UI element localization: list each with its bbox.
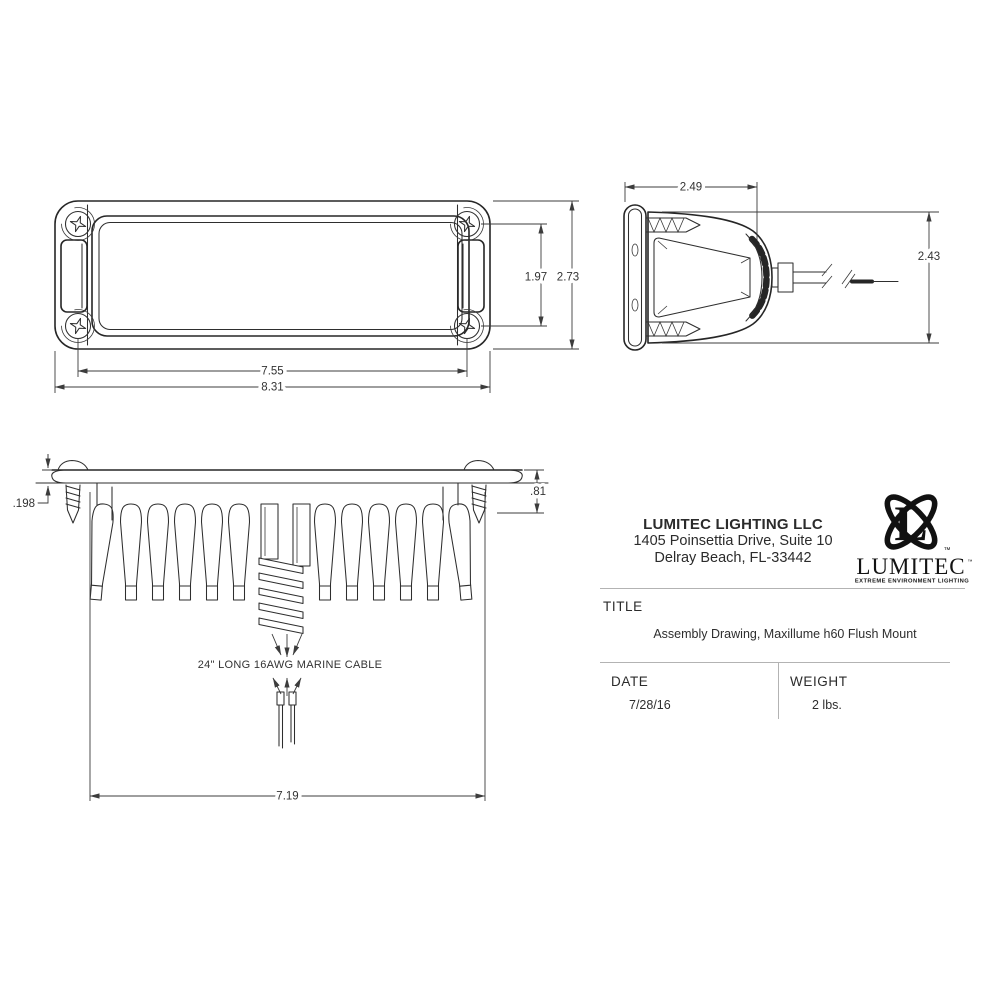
- company-name: LUMITEC LIGHTING LLC: [643, 516, 823, 533]
- title-block-divider: [778, 662, 779, 719]
- bezel-section-lines: [88, 205, 458, 345]
- cable-exit: [259, 504, 310, 657]
- title-block-rule-top: [600, 588, 965, 589]
- heatsink-fin: [121, 504, 142, 600]
- side-bracket-left: [61, 240, 87, 312]
- heatsink-edge-band: [752, 239, 767, 316]
- date-value: 7/28/16: [629, 698, 671, 712]
- marine-cable-wires: [273, 678, 301, 748]
- cable-gland: [772, 263, 832, 292]
- spiral-wrap: [259, 558, 303, 634]
- dim-flange-protrusion: .198: [12, 498, 35, 510]
- title-label: TITLE: [603, 599, 643, 614]
- dim-overall-height: 2.73: [556, 271, 580, 284]
- logo-tagline: EXTREME ENVIRONMENT LIGHTING: [854, 578, 970, 585]
- lumitec-logo: [848, 492, 978, 592]
- flange-edge: [624, 205, 646, 350]
- heatsink-fin: [369, 504, 390, 600]
- screw-head-bumps: [58, 461, 494, 471]
- dim-flange-width: 2.49: [679, 181, 703, 194]
- front-view: [55, 201, 579, 394]
- dim-leader: [36, 486, 48, 503]
- heatsink-fin: [229, 504, 250, 600]
- heatsink-fin: [315, 504, 336, 600]
- side-view: [624, 182, 940, 351]
- dim-body-width: 7.19: [276, 790, 299, 803]
- heatsink-fins: [85, 503, 477, 600]
- logo-orbit-mark: [880, 492, 950, 554]
- mounting-screw: [62, 310, 95, 343]
- company-address-line1: 1405 Poinsettia Drive, Suite 10: [633, 533, 833, 549]
- drawing-title: Assembly Drawing, Maxillume h60 Flush Mount: [653, 627, 917, 641]
- weight-label: WEIGHT: [790, 674, 848, 689]
- mounting-screw: [62, 208, 95, 241]
- mounting-screw-side: [646, 322, 700, 336]
- fastener-left: [66, 485, 80, 523]
- lens-outline: [92, 216, 469, 336]
- heatsink-fin: [148, 504, 169, 600]
- weight-value: 2 lbs.: [812, 698, 842, 712]
- dim-overall-width: 8.31: [261, 381, 284, 394]
- optic-window: [654, 238, 750, 317]
- optic-window-corners: [658, 241, 750, 314]
- fastener-right: [472, 485, 486, 523]
- cable-note: 24" LONG 16AWG MARINE CABLE: [197, 659, 383, 671]
- dim-screw-span-height: 1.97: [524, 271, 548, 284]
- dim-screw-span-width: 7.55: [261, 365, 284, 378]
- dim-depth: .81: [530, 486, 546, 498]
- lens-inner-line: [99, 223, 462, 330]
- logo-mark-trademark: ™: [943, 547, 951, 554]
- company-address-line2: Delray Beach, FL-33442: [654, 550, 812, 566]
- heatsink-fin: [202, 504, 223, 600]
- date-label: DATE: [611, 674, 649, 689]
- company-address-block: [598, 516, 868, 567]
- flange-ends: [52, 470, 523, 483]
- mounting-screw-side: [646, 218, 700, 232]
- heatsink-fin: [396, 504, 417, 600]
- logo-wordmark-trademark: ™: [967, 559, 973, 565]
- heatsink-fin: [175, 504, 196, 600]
- pigtail-cable: [842, 270, 898, 288]
- dim-body-height: 2.43: [917, 251, 941, 263]
- heatsink-fin: [448, 503, 477, 600]
- bezel-outline: [55, 201, 490, 349]
- title-block-rule-mid: [600, 662, 950, 663]
- logo-monogram: L: [894, 495, 928, 551]
- heatsink-fin: [342, 504, 363, 600]
- rear-view: [13, 454, 548, 803]
- heatsink-fin: [423, 504, 444, 600]
- extension-lines: [55, 201, 579, 393]
- logo-wordmark: LUMITEC: [856, 554, 966, 579]
- mounting-screw: [451, 310, 484, 343]
